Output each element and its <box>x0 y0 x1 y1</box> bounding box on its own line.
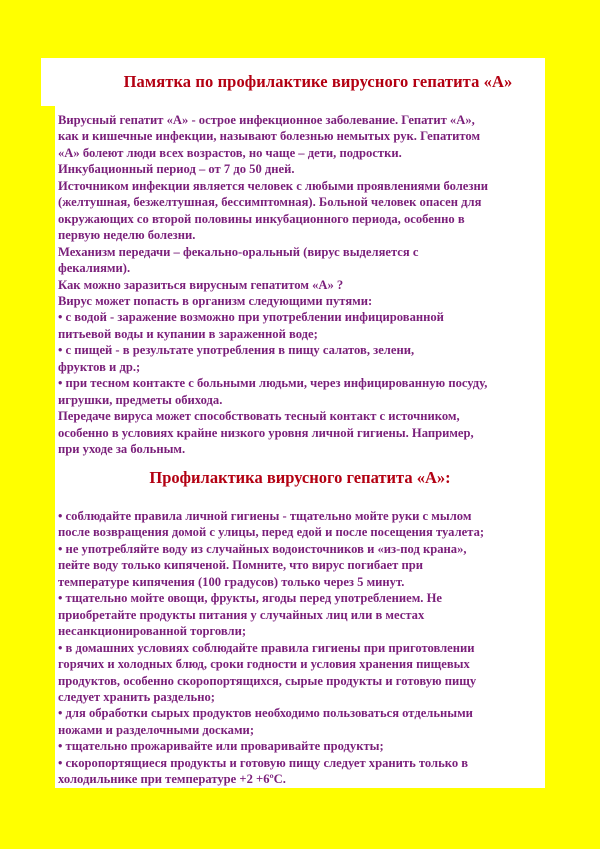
prevention-text <box>58 508 542 788</box>
section-title: Профилактика вирусного гепатита «А»: <box>149 468 451 487</box>
prevention-line: • соблюдайте правила личной гигиены - тщательно мойте руки с мылом <box>58 509 472 523</box>
title-panel <box>41 58 545 106</box>
intro-line: Инкубационный период – от 7 до 50 дней. <box>58 162 295 177</box>
intro-line: • с пищей - в результате употребления в пищу салатов, зелени, <box>58 343 415 358</box>
intro-line: игрушки, предметы обихода. <box>58 392 223 407</box>
intro-line: при уходе за больным. <box>58 442 186 457</box>
page-title: Памятка по профилактике вирусного гепатита «А» <box>123 72 513 91</box>
prevention-line: после возвращения домой с улицы, перед едой и после посещения туалета; <box>58 525 485 540</box>
intro-line: Источником инфекции является человек с любыми проявлениями болезни <box>58 178 488 193</box>
prevention-line: следует хранить раздельно; <box>58 689 215 704</box>
prevention-line: • для обработки сырых продуктов необходимо пользоваться отдельными <box>58 706 473 721</box>
intro-line: особенно в условиях крайне низкого уровня личной гигиены. Например, <box>58 425 474 440</box>
prevention-line: ножами и разделочными досками; <box>58 722 255 737</box>
intro-line: «А» болеют люди всех возрастов, но чаще – дети, подростки. <box>58 145 402 160</box>
prevention-line: холодильнике при температуре +2 +6ºС. <box>58 772 286 787</box>
prevention-line: • в домашних условиях соблюдайте правила гигиены при приготовлении <box>58 640 475 655</box>
intro-line: • при тесном контакте с больными людьми, через инфицированную посуду, <box>58 376 488 391</box>
prevention-line: • тщательно прожаривайте или проваривайте продукты; <box>58 739 384 754</box>
prevention-line: горячих и холодных блюд, сроки годности и условия хранения пищевых <box>58 657 470 672</box>
intro-line: окружающих со второй половины инкубационного периода, особенно в <box>58 211 465 226</box>
subtitle-panel <box>55 460 545 500</box>
prevention-line: приобретайте продукты питания у случайных лиц или в местах <box>58 607 425 622</box>
prevention-line: температуре кипячения (100 градусов) только через 5 минут. <box>58 574 405 589</box>
intro-line: Передаче вируса может способствовать тесный контакт с источником, <box>58 409 460 424</box>
intro-panel <box>55 106 545 460</box>
prevention-line: • не употребляйте воду из случайных водоисточников и «из-под крана», <box>58 541 467 556</box>
intro-line: (желтушная, безжелтушная, бессимптомная). Больной человек опасен для <box>58 195 482 210</box>
prevention-line: продуктов, особенно скоропортящихся, сырые продукты и готовую пищу <box>58 673 477 688</box>
intro-line: • с водой - заражение возможно при употреблении инфицированной <box>58 310 444 325</box>
prevention-line: • скоропортящиеся продукты и готовую пищу следует хранить только в <box>58 755 469 770</box>
intro-line: Механизм передачи – фекально-оральный (вирус выделяется с <box>58 244 419 259</box>
intro-line: фруктов и др.; <box>58 359 141 374</box>
prevention-line: • тщательно мойте овощи, фрукты, ягоды перед употреблением. Не <box>58 591 442 606</box>
intro-line: Вирусный гепатит «А» - острое инфекционное заболевание. Гепатит «А», <box>58 113 475 127</box>
intro-line: фекалиями). <box>58 261 131 276</box>
intro-line: Как можно заразиться вирусным гепатитом «А» ? <box>58 277 344 292</box>
intro-line: Вирус может попасть в организм следующими путями: <box>58 293 373 308</box>
intro-line: как и кишечные инфекции, называют болезнью немытых рук. Гепатитом <box>58 129 481 144</box>
prevention-panel <box>55 500 545 788</box>
prevention-line: несанкционированной торговли; <box>58 624 247 639</box>
intro-line: первую неделю болезни. <box>58 228 196 243</box>
intro-text <box>58 112 542 458</box>
prevention-line: пейте воду только кипяченой. Помните, что вирус погибает при <box>58 558 423 573</box>
intro-line: питьевой воды и купании в зараженной воде; <box>58 326 318 341</box>
